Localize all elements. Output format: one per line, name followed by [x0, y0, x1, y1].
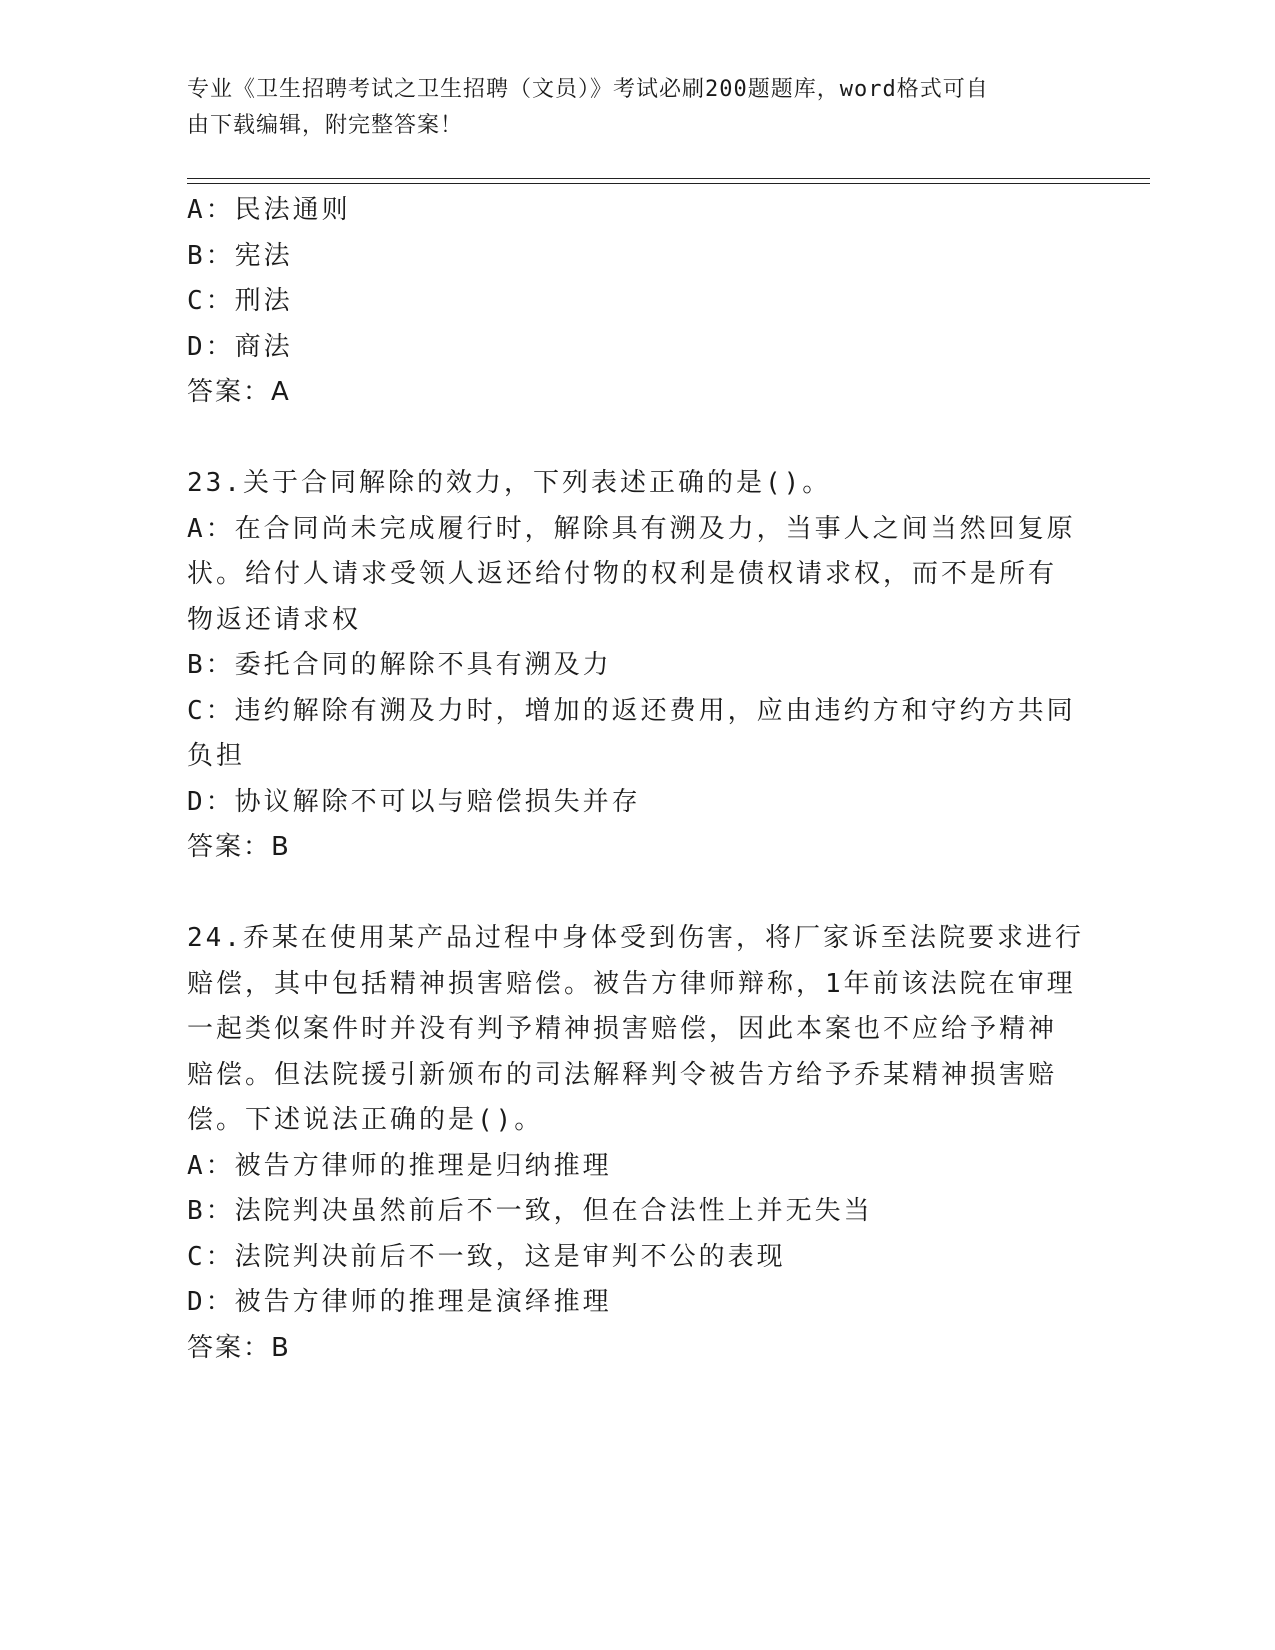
q23-option-b: B：委托合同的解除不具有溯及力: [187, 650, 612, 680]
header-divider-top: [187, 178, 1150, 179]
q23-stem: 23.关于合同解除的效力，下列表述正确的是()。: [187, 468, 832, 498]
question-22: [187, 188, 1087, 416]
header-line-2: 由下载编辑，附完整答案！: [187, 113, 464, 138]
q23-option-c-line-2: 负担: [187, 741, 246, 771]
q24-stem-line-2: 赔偿，其中包括精神损害赔偿。被告方律师辩称，1年前该法院在审理: [187, 968, 1076, 999]
spacer: [187, 416, 1087, 462]
q24-stem-line-5: 偿。下述说法正确的是()。: [187, 1105, 544, 1135]
q23-option-a-line-3: 物返还请求权: [187, 604, 362, 635]
question-24: [187, 916, 1087, 1371]
q24-stem-line-4: 赔偿。但法院援引新颁布的司法解释判令被告方给予乔某精神损害赔: [187, 1059, 1058, 1090]
q23-option-a-line-1: A：在合同尚未完成履行时，解除具有溯及力，当事人之间当然回复原: [187, 513, 1076, 544]
q22-option-a: A：民法通则: [187, 195, 351, 225]
q24-stem-line-3: 一起类似案件时并没有判予精神损害赔偿，因此本案也不应给予精神: [187, 1014, 1058, 1044]
q22-answer: 答案：A: [187, 377, 291, 407]
q24-option-b: B：法院判决虽然前后不一致，但在合法性上并无失当: [187, 1196, 873, 1226]
q24-option-a: A：被告方律师的推理是归纳推理: [187, 1150, 612, 1181]
header-line-1: 专业《卫生招聘考试之卫生招聘（文员）》考试必刷200题题库，word格式可自: [187, 77, 989, 102]
question-23: [187, 461, 1087, 871]
q23-answer: 答案：B: [187, 832, 291, 862]
q22-option-d: D：商法: [187, 331, 293, 362]
q24-option-c: C：法院判决前后不一致，这是审判不公的表现: [187, 1241, 786, 1272]
q23-option-a-line-2: 状。给付人请求受领人返还给付物的权利是债权请求权，而不是所有: [187, 559, 1058, 589]
spacer: [187, 871, 1087, 917]
q23-option-d: D：协议解除不可以与赔偿损失并存: [187, 786, 641, 817]
header-divider-bottom: [187, 183, 1150, 184]
q24-option-d: D：被告方律师的推理是演绎推理: [187, 1287, 612, 1317]
q22-option-b: B：宪法: [187, 240, 293, 271]
q24-stem-line-1: 24.乔某在使用某产品过程中身体受到伤害，将厂家诉至法院要求进行: [187, 923, 1084, 953]
q22-option-c: C：刑法: [187, 286, 293, 316]
q24-answer: 答案：B: [187, 1332, 291, 1363]
document-header: [187, 72, 1067, 144]
q23-option-c-line-1: C：违约解除有溯及力时，增加的返还费用，应由违约方和守约方共同: [187, 695, 1076, 726]
document-body: [187, 188, 1087, 1371]
